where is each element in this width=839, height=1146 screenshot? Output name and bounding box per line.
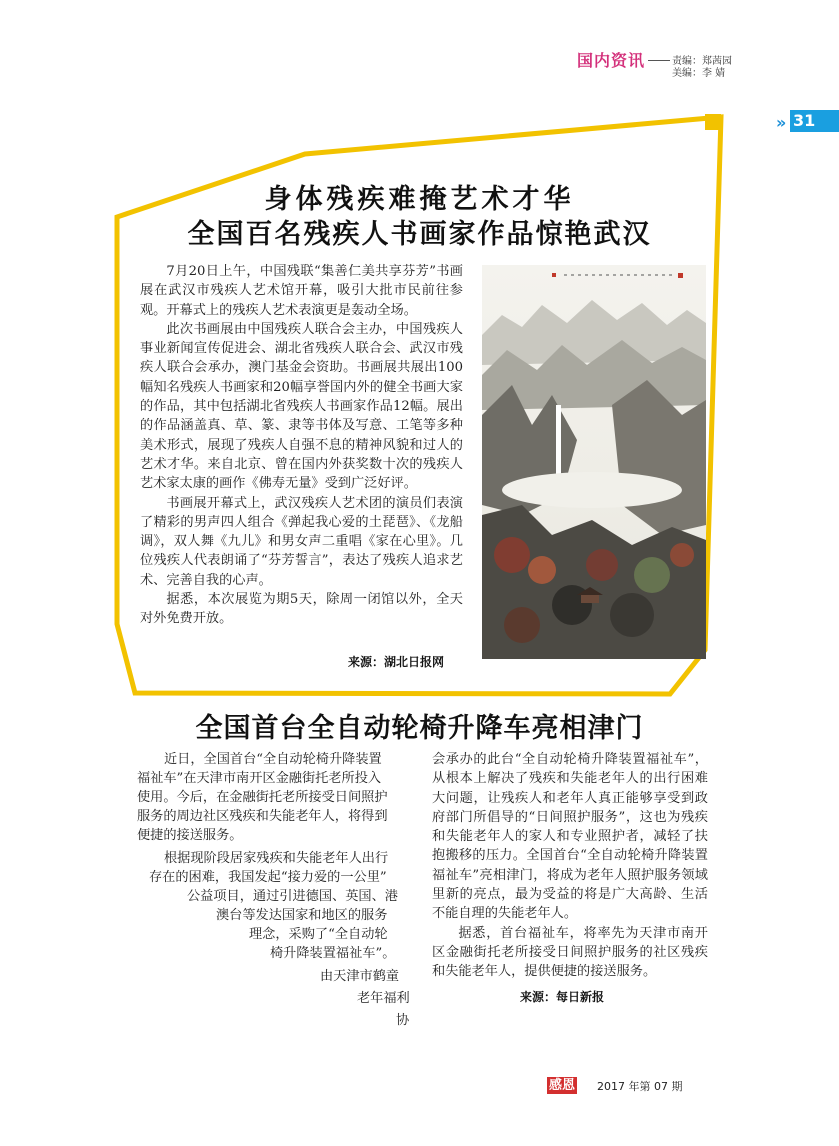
article2-left-line: 服务的周边社区残疾和失能老年人，将得到	[137, 809, 388, 824]
article2-left-line: 使用。今后，在金融街托老所接受日间照护	[137, 790, 388, 805]
editor-credit: 责编：郑茜园	[672, 56, 732, 67]
article2-left-line: 福祉车”在天津市南开区金融街托老所投入	[137, 771, 382, 786]
article2-left-line: 便捷的接送服务。	[137, 828, 243, 843]
article1-paragraph: 此次书画展由中国残疾人联合会主办，中国残疾人事业新闻宣传促进会、湖北省残疾人联合会、武汉市残疾人联合会承办，澳门基金会资助。书画展共展出100幅知名残疾人书画家和20幅享誉国内外的健全书画大家的作品，其中包括湖北省残疾人书画家作品12幅。展出的作品涵盖真、草、篆、隶等书体及写意、工笔等多种美术形式，展现了残疾人自强不息的精神风貌和过人的艺术才华。来自北京、曾在国内外获奖数十次的残疾人艺术家太康的画作《佛寿无量》受到广泛好评。	[140, 321, 463, 492]
article1-paragraph: 书画展开幕式上，武汉残疾人艺术团的演员们表演了精彩的男声四人组合《弹起我心爱的土琵琶》、《龙船调》，双人舞《九儿》和男女声二重唱《家在心里》。几位残疾人代表朗诵了“芬芳誓言”，表达了残疾人追求艺术、完善自我的心声。	[140, 495, 463, 588]
article2-left-line: 根据现阶段居家残疾和失能老年人出行	[164, 851, 389, 866]
header-rule	[648, 60, 670, 61]
article2-paragraph: 据悉，首台福祉车，将率先为天津市南开区金融街托老所接受日间照护服务的社区残疾和失能老年人，提供便捷的接送服务。	[432, 925, 708, 980]
article2-paragraph: 会承办的此台“全自动轮椅升降装置福祉车”，从根本上解决了残疾和失能老年人的出行困难大问题，让残疾人和老年人真正能够享受到政府部门所倡导的“日间照护服务”，这也为残疾和失能老年人的家人和专业照护者，减轻了扶抱搬移的压力。全国首台“全自动轮椅升降装置福祉车”亮相津门，将成为老年人照护服务领域里新的亮点，最为受益的将是广大高龄、生活不能自理的失能老年人。	[432, 752, 708, 922]
page-marker-icon: »	[776, 113, 787, 132]
article2-source: 来源：每日新报	[520, 990, 605, 1004]
page-number: 31	[790, 110, 839, 132]
article2-left-line: 协	[396, 1013, 410, 1028]
article1-title-line1: 身体残疾难掩艺术才华	[264, 184, 575, 215]
article1-paragraph: 7月20日上午，中国残联“集善仁美共享芬芳”书画展在武汉市残疾人艺术馆开幕，吸引大批市民前往参观。开幕式上的残疾人艺术表演更是轰动全场。	[140, 264, 463, 318]
article1-paragraph: 据悉，本次展览为期5天，除周一闭馆以外，全天对外免费开放。	[140, 592, 463, 627]
article1-source: 来源：湖北日报网	[348, 655, 445, 669]
landscape-painting-image	[482, 265, 706, 659]
article2-left-line: 公益项目，通过引进德国、英国、港	[187, 889, 398, 904]
designer-credit: 美编：李 婧	[672, 68, 726, 79]
issue-label: 2017 年第 07 期	[597, 1080, 683, 1093]
article2-left-line: 澳台等发达国家和地区的服务	[216, 908, 388, 923]
magazine-logo: 感恩	[548, 1078, 575, 1093]
article2-left-line: 存在的困难，我国发起“接力爱的一公里”	[149, 870, 387, 885]
article2-left-line: 老年福利	[357, 991, 410, 1006]
article2-left-line: 椅升降装置福祉车”。	[270, 946, 396, 961]
article1-title-line2: 全国百名残疾人书画家作品惊艳武汉	[187, 219, 652, 250]
article2-title: 全国首台全自动轮椅升降车亮相津门	[195, 713, 644, 744]
section-label: 国内资讯	[577, 51, 646, 70]
article2-left-line: 由天津市鹤童	[320, 969, 400, 984]
article1-body	[140, 262, 463, 629]
article2-right-column	[432, 750, 708, 982]
article2-left-line: 近日，全国首台“全自动轮椅升降装置	[164, 752, 382, 767]
article2-left-line: 理念，采购了“全自动轮	[249, 927, 388, 942]
